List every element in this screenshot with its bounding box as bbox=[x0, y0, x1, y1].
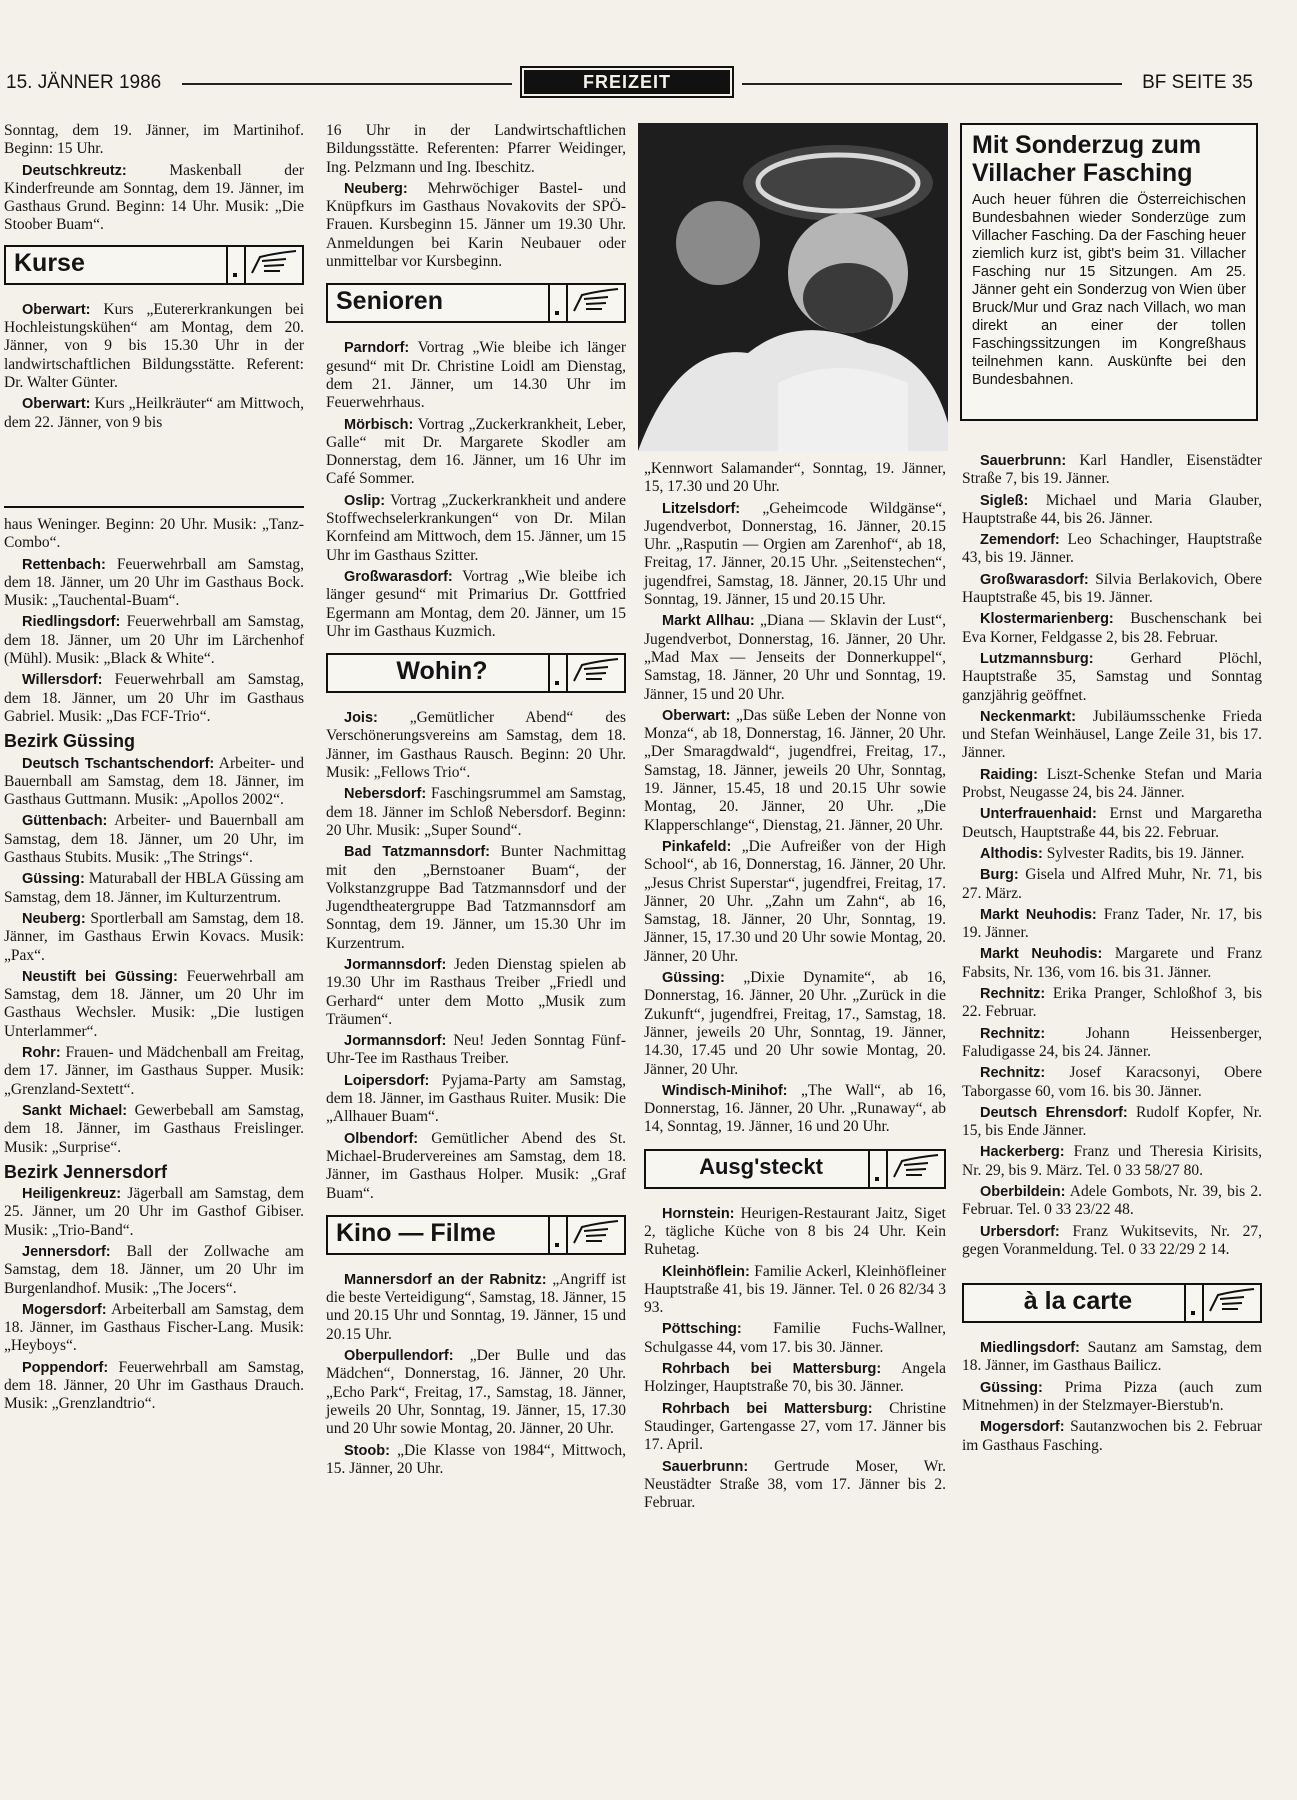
pointing-hand-icon bbox=[1204, 1285, 1260, 1321]
listing-text: Ball der Zollwache am Samstag, dem 18. Jänner, um 20 Uhr im Burgenlandhof. Musik: „The Jocers“. bbox=[4, 1242, 304, 1297]
listing-text: Franz und Theresia Kirisits, Nr. 29, bis 9. März. Tel. 0 33 58/27 80. bbox=[962, 1143, 1262, 1179]
listing-entry bbox=[962, 708, 1262, 763]
listing-text: Feuerwehrball am Samstag, dem 18. Jänner, um 20 Uhr im Gasthaus Bock. Musik: „Tauchental-Buam“. bbox=[4, 555, 304, 610]
header-rule-left bbox=[182, 83, 512, 85]
listing-entry bbox=[962, 571, 1262, 608]
listing-entry bbox=[962, 1339, 1262, 1376]
listing-text: Gewerbeball am Samstag, dem 18. Jänner, im Gasthaus Freislinger. Musik: „Surprise“. bbox=[4, 1101, 305, 1156]
listing-place: Lutzmannsburg: bbox=[980, 650, 1094, 667]
listing-text: Angela Holzinger, Hauptstraße 70, bis 30. Jänner. bbox=[644, 1360, 947, 1396]
section-box-ausgsteckt bbox=[644, 1149, 946, 1189]
listing-place: Oslip: bbox=[344, 492, 386, 509]
listing-entry bbox=[644, 500, 946, 610]
listing-entry bbox=[326, 492, 626, 565]
listing-entry bbox=[962, 945, 1262, 982]
listing-place: Nebersdorf: bbox=[344, 786, 427, 803]
listing-text: Arbeiterball am Samstag, dem 18. Jänner, im Gasthaus Fischer-Lang. Musik: „Heyboys“. bbox=[4, 1300, 304, 1355]
listing-place: Unterfrauenhaid: bbox=[980, 806, 1097, 823]
listing-place: Riedlingsdorf: bbox=[22, 614, 121, 631]
listing-text: Familie Fuchs-Wallner, Schulgasse 44, vom 17. bis 30. Jänner. bbox=[644, 1320, 946, 1356]
listing-place: Rohrbach bei Mattersburg: bbox=[662, 1400, 873, 1417]
listing-place: Großwarasdorf: bbox=[344, 568, 453, 585]
listing-place: Hornstein: bbox=[662, 1205, 735, 1222]
listing-place: Rohr: bbox=[22, 1045, 61, 1062]
listing-text: Kurs „Heilkräuter“ am Mittwoch, dem 22. Jänner, von 9 bis bbox=[4, 395, 304, 431]
photo-carnival-costumes bbox=[638, 123, 948, 451]
header-rule-right bbox=[742, 83, 1122, 85]
listing-place: Stoob: bbox=[344, 1442, 390, 1459]
listing-text: Bunter Nachmittag mit den „Bernstoaner Buam“, der Volkstanzgruppe Bad Tatzmannsdorf und der Jugendtheatergruppe Bad Tatzmannsdorf am Sonntag, dem 19. Jänner, um 15.30 Uhr im Kurzentrum. bbox=[326, 843, 626, 952]
listing-entry bbox=[644, 707, 946, 835]
listing-place: Sauerbrunn: bbox=[980, 453, 1067, 469]
listing-place: Rettenbach: bbox=[22, 556, 106, 573]
listing-place: Markt Neuhodis: bbox=[980, 906, 1097, 923]
listing-place: Urbersdorf: bbox=[980, 1223, 1060, 1240]
issue-date: 15. JÄNNER 1986 bbox=[6, 72, 162, 93]
listing-entry bbox=[326, 1442, 626, 1479]
listing-entry bbox=[4, 671, 304, 726]
column-1-bottom bbox=[4, 516, 304, 1417]
listing-entry bbox=[4, 395, 304, 432]
listing-place: Miedlingsdorf: bbox=[980, 1340, 1080, 1357]
section-title-alacarte: à la carte bbox=[1023, 1287, 1133, 1316]
section-box-dot bbox=[226, 247, 246, 283]
column-4 bbox=[962, 452, 1262, 1458]
pointing-hand-icon bbox=[888, 1151, 944, 1187]
listing-entry bbox=[644, 969, 946, 1079]
section-title-box bbox=[520, 66, 734, 98]
listing-entry bbox=[4, 301, 304, 392]
listing-entry bbox=[962, 906, 1262, 943]
listing-place: Bad Tatzmannsdorf: bbox=[344, 844, 490, 861]
listing-text: Arbeiter- und Bauernball am Samstag, dem 18. Jänner, im Gasthaus Guttmann. Musik: „Apollos 2002“. bbox=[4, 754, 304, 809]
listing-entry bbox=[4, 613, 304, 668]
listing-place: Mogersdorf: bbox=[22, 1301, 107, 1318]
listing-text: Arbeiter- und Bauernball am Samstag, dem 18. Jänner, um 20 Uhr, im Gasthaus Stubits. Musik: „The Strings“. bbox=[4, 812, 304, 867]
listing-text: Liszt-Schenke Stefan und Maria Probst, Neugasse 24, bis 24. Jänner. bbox=[962, 765, 1262, 802]
listing-place: Deutsch Tschantschendorf: bbox=[22, 755, 215, 772]
listing-entry bbox=[962, 845, 1262, 863]
column-divider-rule bbox=[4, 506, 304, 508]
pointing-hand-icon bbox=[246, 247, 302, 283]
listing-place: Deutsch Ehrensdorf: bbox=[980, 1104, 1128, 1121]
section-box-kino bbox=[326, 1215, 626, 1255]
feature-headline: Mit Sonderzug zum Villacher Fasching bbox=[972, 131, 1202, 187]
listing-text: „Das süße Leben der Nonne von Monza“, ab 18, Donnerstag, 16. Jänner, 20 Uhr. „Der Smaragdwald“, jugendfrei, Freitag, 17., Samstag, 18. Jänner, jeweils 20 Uhr, Sonntag, 19. Jänner, 15.45, 18 und 20.15 Uhr sowie Montag, 20. Jänner, 20 Uhr. „Die Klapperschlange“, Dienstag, 21. Jänner, 20 Uhr. bbox=[644, 706, 946, 834]
listing-place: Güssing: bbox=[22, 871, 85, 888]
listing-text: Silvia Berlakovich, Obere Hauptstraße 45, bis 19. Jänner. bbox=[962, 570, 1262, 607]
listing-text: Leo Schachinger, Hauptstraße 43, bis 19. Jänner. bbox=[962, 531, 1262, 567]
listing-text: 16 Uhr in der Landwirtschaftlichen Bildungsstätte. Referenten: Pfarrer Weidinger, Ing. Pelzmann und Ing. Ibeschitz. bbox=[326, 122, 626, 176]
listing-place: Litzelsdorf: bbox=[662, 500, 741, 517]
listing-text: Buschenschank bei Eva Korner, Feldgasse 2, bis 28. Februar. bbox=[962, 610, 1262, 646]
listing-place: Oberwart: bbox=[22, 396, 91, 413]
listing-text: Feuerwehrball am Samstag, dem 18. Jänner, um 20 Uhr im Gasthaus Wechsler. Musik: „Die lustigen Unterlammer“. bbox=[4, 967, 304, 1040]
listing-text: Neu! Jeden Sonntag Fünf-Uhr-Tee im Rasthaus Treiber. bbox=[326, 1032, 626, 1068]
listing-entry bbox=[962, 766, 1262, 803]
section-box-dot bbox=[548, 285, 568, 321]
listing-entry bbox=[962, 1104, 1262, 1141]
listing-text: „Die Aufreißer von der High School“, ab 16, Donnerstag, 16. Jänner, 20 Uhr. „Jesus Christ Superstar“, jugendfrei, Freitag, 17. Jänner, 20 Uhr. „Zahn um Zahn“, ab 16, Samstag, 18. Jänner, 20 Uhr, Sonntag, 19. Jänner, 15, 17.30 und 20 Uhr sowie Montag, 20. Jänner, 20 Uhr. bbox=[644, 837, 946, 965]
listing-entry bbox=[326, 1347, 626, 1438]
listing-text: „Angriff ist die beste Verteidigung“, Samstag, 18. Jänner, 15 und 20.15 Uhr und Sonntag, 19. Jänner, 15 und 20.15 Uhr. bbox=[326, 1270, 627, 1343]
listing-place: Oberbildein: bbox=[980, 1183, 1066, 1200]
listing-entry bbox=[644, 1263, 946, 1318]
listing-text: Margarete und Franz Fabsits, Nr. 136, vom 16. bis 31. Jänner. bbox=[962, 945, 1262, 981]
listing-place: Hackerberg: bbox=[980, 1144, 1065, 1161]
page-number: BF SEITE 35 bbox=[1142, 72, 1253, 93]
listing-entry bbox=[4, 162, 304, 235]
listing-text: Jeden Dienstag spielen ab 19.30 Uhr im Rasthaus Treiber „Friedl und Gerhard“ unter dem Motto „Musik zum Träumen“. bbox=[326, 955, 626, 1028]
page-header bbox=[0, 66, 1297, 102]
listing-text: Feuerwehrball am Samstag, dem 18. Jänner, um 20 Uhr im Lärchenhof (Mühl). Musik: „Black & White“. bbox=[4, 613, 304, 668]
listing-place: Großwarasdorf: bbox=[980, 571, 1089, 588]
listing-place: Poppendorf: bbox=[22, 1359, 109, 1376]
listing-place: Sigleß: bbox=[980, 492, 1029, 509]
section-title-ausgsteckt: Ausg'steckt bbox=[699, 1153, 823, 1179]
listing-text: Maskenball der Kinderfreunde am Sonntag, dem 19. Jänner, im Gasthaus Grund. Beginn: 14 Uhr. Musik: „Die Stoober Buam“. bbox=[4, 161, 304, 234]
listing-text: „Geheimcode Wildgänse“, Jugendverbot, Donnerstag, 16. Jänner, 20.15 Uhr. „Rasputin — Orgien am Zarenhof“, ab 18, Freitag, 17. Jänner, 20.15 Uhr. „Seitenstechen“, jugendfrei, Samstag, 18. Jänner, 20.15 Uhr und Sonntag, 19. Jänner, 15 und 20.15 Uhr. bbox=[644, 499, 946, 609]
listing-place: Rechnitz: bbox=[980, 1025, 1046, 1042]
listing-place: Güssing: bbox=[662, 970, 725, 987]
feature-body: Auch heuer führen die Österreichischen Bundesbahnen wieder Sonderzüge zum Villacher Fasching. Da der Fasching heuer ziemlich kurz ist, gibt's beim 31. Villacher Fasching nur 15 Sitzungen. Am 25. Jänner geht ein Sonderzug von Wien über Bruck/Mur und Graz nach Villach, wo man direkt an einer der tollen Faschingssitzungen im Kongreßhaus teilnehmen kann. Auskünfte bei den Bundesbahnen. bbox=[972, 192, 1246, 388]
listing-entry bbox=[962, 1379, 1262, 1416]
section-title: FREIZEIT bbox=[524, 70, 730, 94]
listing-text: Familie Ackerl, Kleinhöflein​er Hauptstraße 41, bis 19. Jänner. Tel. 0 26 82/34 3 93. bbox=[644, 1262, 946, 1317]
listing-entry bbox=[644, 1320, 946, 1357]
listing-text: Heurigen-Restaurant Jaitz, Siget 2, tägliche Küche von 8 bis 24 Uhr. Kein Ruhetag. bbox=[644, 1204, 946, 1259]
listing-place: Oberwart: bbox=[22, 301, 91, 318]
section-box-dot bbox=[548, 1217, 568, 1253]
section-title-senioren: Senioren bbox=[336, 287, 443, 316]
listing-entry bbox=[326, 1032, 626, 1069]
listing-entry bbox=[962, 1025, 1262, 1062]
listing-text: „Gemütlicher Abend“ des Verschönerungsvereins am Samstag, dem 18. Jänner, im Gasthaus Rausch. Beginn: 20 Uhr. Musik: „Fellows Trio“. bbox=[326, 709, 626, 782]
district-heading: Bezirk Jennersdorf bbox=[4, 1161, 168, 1182]
listing-place: Oberpullendorf: bbox=[344, 1348, 454, 1365]
listing-text: „Kennwort Salamander“, Sonntag, 19. Jänner, 15, 17.30 und 20 Uhr. bbox=[644, 460, 946, 496]
listing-text: Gerhard Plöchl, Hauptstraße 35, Samstag und Sonntag ganzjährig geöffnet. bbox=[962, 649, 1262, 704]
listing-text: Erika Pranger, Schloßhof 3, bis 22. Februar. bbox=[962, 985, 1262, 1021]
listing-text: Kurs „Eutererkrankungen bei Hochleistungskühen“ am Montag, dem 20. Jänner, von 9 bis 15.30 Uhr in der landwirtschaftlichen Bildungsstätte. Referent: Dr. Walter Günter. bbox=[4, 300, 304, 391]
listing-entry bbox=[4, 516, 304, 553]
section-title-wohin: Wohin? bbox=[396, 657, 488, 686]
listing-text: Josef Karacsonyi, Obere Taborgasse 60, vom 16. bis 30. Jänner. bbox=[962, 1064, 1262, 1100]
listing-text: „Diana — Sklavin der Lust“, Jugendverbot, Donnerstag, 16. Jänner, 20 Uhr. „Mad Max — Jenseits der Donnerkuppel“, Samstag, 18. Jänner, 20 Uhr und Sonntag, 19. Jänner, 15 und 20 Uhr. bbox=[644, 612, 946, 703]
listing-text: Franz Tader, Nr. 17, bis 19. Jänner. bbox=[962, 905, 1263, 942]
listing-place: Mannersdorf an der Rabnitz: bbox=[344, 1271, 547, 1288]
listing-entry bbox=[644, 1205, 946, 1260]
listing-place: Sankt Michael: bbox=[22, 1102, 128, 1119]
listing-entry bbox=[644, 838, 946, 966]
listing-place: Jois: bbox=[344, 710, 378, 727]
listing-entry bbox=[962, 866, 1262, 903]
column-1-top bbox=[4, 122, 304, 435]
listing-text: Sportlerball am Samstag, dem 18. Jänner, im Gasthaus Erwin Kovacs. Musik: „Pax“. bbox=[4, 909, 304, 964]
listing-place: Windisch-Minihof: bbox=[662, 1082, 788, 1099]
pointing-hand-icon bbox=[568, 285, 624, 321]
listing-place: Güssing: bbox=[980, 1379, 1043, 1396]
listing-place: Güttenbach: bbox=[22, 813, 108, 830]
listing-entry bbox=[962, 1418, 1262, 1455]
listing-entry bbox=[4, 910, 304, 965]
listing-place: Althodis: bbox=[980, 845, 1043, 862]
listing-text: Gemütlicher Abend des St. Michael-Brudervereines am Samstag, dem 18. Jänner, im Gasthaus Holper. Musik: „Graf Buam“. bbox=[326, 1129, 626, 1202]
listing-text: Feuerwehrball am Samstag, dem 18. Jänner, 20 Uhr im Gasthaus Drauch. Musik: „Grenzlandtrio“. bbox=[4, 1358, 304, 1413]
listing-entry bbox=[644, 1458, 946, 1513]
listing-place: Jormannsdorf: bbox=[344, 1033, 447, 1050]
listing-place: Raiding: bbox=[980, 766, 1038, 783]
listing-entry bbox=[962, 1183, 1262, 1220]
listing-entry bbox=[4, 122, 304, 159]
listing-text: Ernst und Margaretha Deutsch, Hauptstraße 44, bis 22. Februar. bbox=[962, 805, 1262, 841]
listing-entry bbox=[4, 1359, 304, 1414]
listing-entry bbox=[644, 1082, 946, 1137]
listing-place: Neckenmarkt: bbox=[980, 708, 1076, 725]
listing-text: Vortrag „Wie bleibe ich länger gesund“ mit Primarius Dr. Gottfried Egermann am Montag, dem 20. Jänner, um 15 Uhr im Gasthaus Kuzmich. bbox=[326, 567, 626, 640]
listing-place: Mörbisch: bbox=[344, 416, 414, 433]
listing-entry bbox=[4, 1301, 304, 1356]
listing-text: Sylvester Radits, bis 19. Jänner. bbox=[1042, 844, 1245, 862]
listing-text: Frauen- und Mädchenball am Freitag, dem 17. Jänner, im Gasthaus Supper. Musik: „Grenzland-Sextett“. bbox=[4, 1044, 304, 1098]
listing-text: „Der Bulle und das Mädchen“, Donnerstag, 16. Jänner, 20 Uhr. „Echo Park“, Freitag, 17., Samstag, 18. Jänner, jeweils 20 Uhr, Sonntag, 19. Jänner, 15, 17.30 und 20 Uhr sowie Montag, 20. Jänner, 20 Uhr. bbox=[326, 1347, 626, 1438]
section-box-dot bbox=[1184, 1285, 1204, 1321]
listing-entry bbox=[4, 556, 304, 611]
listing-place: Heiligenkreuz: bbox=[22, 1186, 122, 1203]
pointing-hand-icon bbox=[568, 655, 624, 691]
listing-place: Sauerbrunn: bbox=[662, 1458, 749, 1475]
listing-text: Maturaball der HBLA Güssing am Samstag, dem 18. Jänner, im Kulturzentrum. bbox=[4, 870, 304, 906]
listing-text: „Die Klasse von 1984“, Mittwoch, 15. Jänner, 20 Uhr. bbox=[326, 1441, 626, 1477]
listing-place: Klostermarienberg: bbox=[980, 611, 1114, 628]
listing-entry bbox=[326, 568, 626, 641]
listing-place: Burg: bbox=[980, 867, 1019, 884]
column-2 bbox=[326, 122, 626, 1481]
listing-place: Loipersdorf: bbox=[344, 1072, 430, 1089]
listing-place: Rechnitz: bbox=[980, 1065, 1046, 1082]
listing-text: Mehrwöchiger Bastel- und Knüpfkurs im Gasthaus Novakovits der SPÖ-Frauen. Kursbeginn 15. Jänner um 19.30 Uhr. Anmeldungen bei Karin Neubauer oder unmittelbar vor Kursbeginn. bbox=[326, 179, 626, 271]
listing-entry bbox=[4, 755, 304, 810]
listing-text: Feuerwehrball am Samstag, dem 18. Jänner, um 20 Uhr im Gasthaus Gabriel. Musik: „Das FCF-Trio“. bbox=[4, 671, 304, 725]
listing-entry bbox=[644, 460, 946, 497]
listing-text: Vortrag „Zuckerkrankheit und andere Stoffwechselerkrankungen“ von Dr. Milan Kornfeind am Mittwoch, dem 15. Jänner, um 15 Uhr im Gasthaus Szitter. bbox=[326, 491, 626, 564]
listing-entry bbox=[4, 1102, 304, 1157]
listing-text: Jägerball am Samstag, dem 25. Jänner, um 20 Uhr im Gasthof Gibiser. Musik: „Trio-Band“. bbox=[4, 1185, 304, 1239]
listing-entry bbox=[962, 610, 1262, 647]
feature-box-villacher-fasching bbox=[960, 123, 1258, 421]
listing-place: Markt Neuhodis: bbox=[980, 946, 1103, 963]
listing-place: Parndorf: bbox=[344, 340, 410, 357]
section-box-senioren bbox=[326, 283, 626, 323]
listing-text: Vortrag „Zuckerkrankheit, Leber, Galle“ mit Dr. Margarete Skodler am Donnerstag, dem 16. Jänner, um 16 Uhr im Café Sommer. bbox=[326, 415, 626, 488]
listing-entry bbox=[962, 805, 1262, 842]
listing-text: Johann Heissenberger, Faludigasse 24, bis 24. Jänner. bbox=[962, 1024, 1262, 1060]
listing-text: Prima Pizza (auch zum Mitnehmen) in der Stelzmayer-Bierstub'n. bbox=[962, 1378, 1262, 1415]
listing-entry bbox=[962, 650, 1262, 705]
section-title-kurse: Kurse bbox=[14, 248, 85, 277]
listing-text: Michael und Maria Glauber, Hauptstraße 44, bis 26. Jänner. bbox=[962, 491, 1262, 527]
listing-text: Franz Wukitsevits, Nr. 27, gegen Voranmeldung. Tel. 0 33 22/29 2 14. bbox=[962, 1222, 1262, 1258]
listing-place: Pöttsching: bbox=[662, 1321, 742, 1338]
section-title-kino: Kino — Filme bbox=[336, 1218, 496, 1247]
listing-place: Pinkafeld: bbox=[662, 838, 732, 855]
listing-text: Christine Staudinger, Gartengasse 27, vom 17. Jänner bis 17. April. bbox=[644, 1399, 946, 1454]
listing-text: Jubiläumsschenke Frieda und Stefan Weinhäusel, Lange Zeile 31, bis 17. Jänner. bbox=[962, 707, 1262, 762]
listing-place: Rohrbach bei Mattersburg: bbox=[662, 1361, 882, 1378]
listing-entry bbox=[326, 122, 626, 177]
listing-place: Rechnitz: bbox=[980, 986, 1046, 1003]
listing-place: Oberwart: bbox=[662, 707, 731, 724]
listing-text: Pyjama-Party am Samstag, dem 18. Jänner, im Gasthaus Ruiter. Musik: Die „Allhauer Buam“. bbox=[326, 1071, 626, 1126]
listing-place: Neuberg: bbox=[22, 910, 86, 927]
listing-place: Deutschkreutz: bbox=[22, 162, 127, 179]
listing-entry bbox=[326, 180, 626, 271]
listing-text: Adele Gombots, Nr. 39, bis 2. Februar. Tel. 0 33 23/22 48. bbox=[962, 1182, 1262, 1219]
listing-entry bbox=[962, 452, 1262, 489]
section-box-alacarte bbox=[962, 1283, 1262, 1323]
listing-text: Vortrag „Wie bleibe ich länger gesund“ mit Dr. Christine Loidl am Dienstag, dem 21. Jänner, um 14.30 Uhr im Feuerwehrhaus. bbox=[326, 339, 626, 412]
listing-text: Sautanzwochen bis 2. Februar im Gasthaus Fasching. bbox=[962, 1418, 1262, 1454]
listing-entry bbox=[4, 1044, 304, 1099]
section-box-dot bbox=[868, 1151, 888, 1187]
listing-place: Jormannsdorf: bbox=[344, 956, 447, 973]
section-box-dot bbox=[548, 655, 568, 691]
section-box-wohin bbox=[326, 653, 626, 693]
listing-entry bbox=[644, 612, 946, 703]
listing-entry bbox=[644, 1360, 946, 1397]
listing-text: Gertrude Moser, Wr. Neustädter Straße 38, vom 17. Jänner bis 2. Februar. bbox=[644, 1457, 946, 1512]
listing-entry bbox=[962, 1064, 1262, 1101]
listing-entry bbox=[962, 985, 1262, 1022]
listing-text: Karl Handler, Eisenstädter Straße 7, bis 19. Jänner. bbox=[962, 452, 1262, 488]
listing-entry bbox=[4, 812, 304, 867]
listing-place: Neustift bei Güssing: bbox=[22, 968, 178, 985]
section-box-kurse bbox=[4, 245, 304, 285]
listing-place: Kleinhöflein: bbox=[662, 1263, 750, 1280]
listing-place: Willersdorf: bbox=[22, 672, 103, 689]
listing-entry bbox=[644, 1400, 946, 1455]
listing-text: Sautanz am Samstag, dem 18. Jänner, im Gasthaus Bailicz. bbox=[962, 1339, 1262, 1375]
listing-entry bbox=[4, 870, 304, 907]
listing-text: Rudolf Kopfer, Nr. 15, bis Ende Jänner. bbox=[962, 1103, 1262, 1140]
listing-place: Mogersdorf: bbox=[980, 1419, 1065, 1436]
pointing-hand-icon bbox=[568, 1217, 624, 1253]
listing-entry bbox=[326, 956, 626, 1029]
listing-place: Olbendorf: bbox=[344, 1130, 419, 1147]
listing-entry bbox=[962, 1223, 1262, 1260]
listing-text: Gisela und Alfred Muhr, Nr. 71, bis 27. März. bbox=[962, 866, 1262, 902]
listing-entry bbox=[326, 1130, 626, 1203]
column-3 bbox=[644, 460, 946, 1515]
listing-entry bbox=[326, 709, 626, 782]
listing-entry bbox=[962, 492, 1262, 529]
listing-text: Faschingsrummel am Samstag, dem 18. Jänner im Schloß Nebersdorf. Beginn: 20 Uhr. Musik: „Super Sound“. bbox=[326, 785, 626, 839]
listing-entry bbox=[326, 416, 626, 489]
listing-entry bbox=[326, 1072, 626, 1127]
listing-entry bbox=[4, 968, 304, 1041]
listing-text: „The Wall“, ab 16, Donnerstag, 16. Jänner, 20 Uhr. „Runaway“, ab 14, Sonntag, 19. Jänner, 16 und 20 Uhr. bbox=[644, 1081, 946, 1136]
listing-entry bbox=[326, 843, 626, 953]
listing-entry bbox=[962, 531, 1262, 568]
listing-entry bbox=[326, 785, 626, 840]
district-heading: Bezirk Güssing bbox=[4, 731, 136, 752]
listing-place: Neuberg: bbox=[344, 180, 408, 197]
listing-place: Markt Allhau: bbox=[662, 613, 755, 630]
listing-entry bbox=[326, 339, 626, 412]
listing-entry bbox=[4, 1185, 304, 1240]
listing-text: Sonntag, dem 19. Jänner, im Martinihof. Beginn: 15 Uhr. bbox=[4, 122, 304, 158]
listing-text: „Dixie Dynamite“, ab 16, Donnerstag, 16. Jänner, 20 Uhr. „Zurück in die Zukunft“, jugendfrei, Freitag, 17., Samstag, 18. Jänner, jeweils 20 Uhr, Sonntag, 19. Jänner, 14.30, 17.45 und 20 Uhr sowie Montag, 20. Jänner, 20 Uhr. bbox=[644, 969, 946, 1078]
listing-entry bbox=[4, 1243, 304, 1298]
listing-place: Jennersdorf: bbox=[22, 1243, 111, 1260]
listing-entry bbox=[326, 1271, 626, 1344]
listing-place: Zemendorf: bbox=[980, 532, 1060, 549]
listing-text: haus Weninger. Beginn: 20 Uhr. Musik: „Tanz-Combo“. bbox=[4, 516, 304, 552]
listing-entry bbox=[962, 1143, 1262, 1180]
